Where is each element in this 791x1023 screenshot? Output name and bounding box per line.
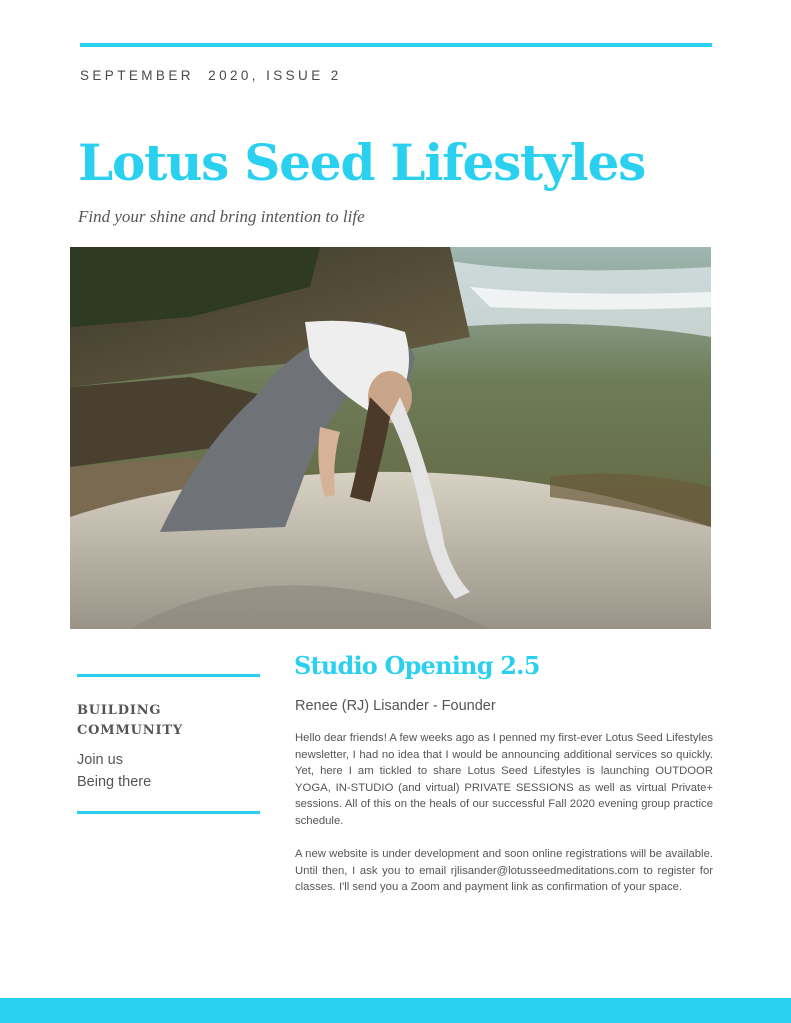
article-paragraph: Hello dear friends! A few weeks ago as I penned my first-ever Lotus Seed Lifestyles newsletter, I had no idea that I would be announcing additional services so quickly. Yet, here I am tickled to share Lotus Seed Lifestyles is launching OUTDOOR YOGA, IN-STUDIO (and virtual) PRIVATE SESSIONS as well as virtual Private+ sessions. All of this on the heals of our successful Fall 2020 evening group practice schedule. [295, 732, 713, 827]
newsletter-tagline: Find your shine and bring intention to life [78, 207, 365, 226]
sidebar-line-join-us: Join us [77, 752, 123, 768]
yoga-photo [70, 247, 711, 629]
article-author: Renee (RJ) Lisander - Founder [295, 698, 496, 714]
issue-line: SEPTEMBER 2020, ISSUE 2 [80, 68, 342, 83]
sidebar-top-rule [77, 674, 260, 677]
footer-bar [0, 998, 791, 1023]
sidebar-bottom-rule [77, 811, 260, 814]
header-top-rule [80, 43, 712, 47]
sidebar-heading: BUILDING COMMUNITY [77, 703, 183, 738]
article-paragraph: A new website is under development and soon online registrations will be available. Until then, I ask you to email rjlisander@lotusseedmeditations.com to register for classes. I'll send you a Zoom and payment link as confirmation of your space. [295, 848, 713, 894]
sidebar-line-being-there: Being there [77, 774, 152, 790]
article-title: Studio Opening 2.5 [294, 651, 540, 680]
newsletter-title: Lotus Seed Lifestyles [78, 133, 646, 192]
